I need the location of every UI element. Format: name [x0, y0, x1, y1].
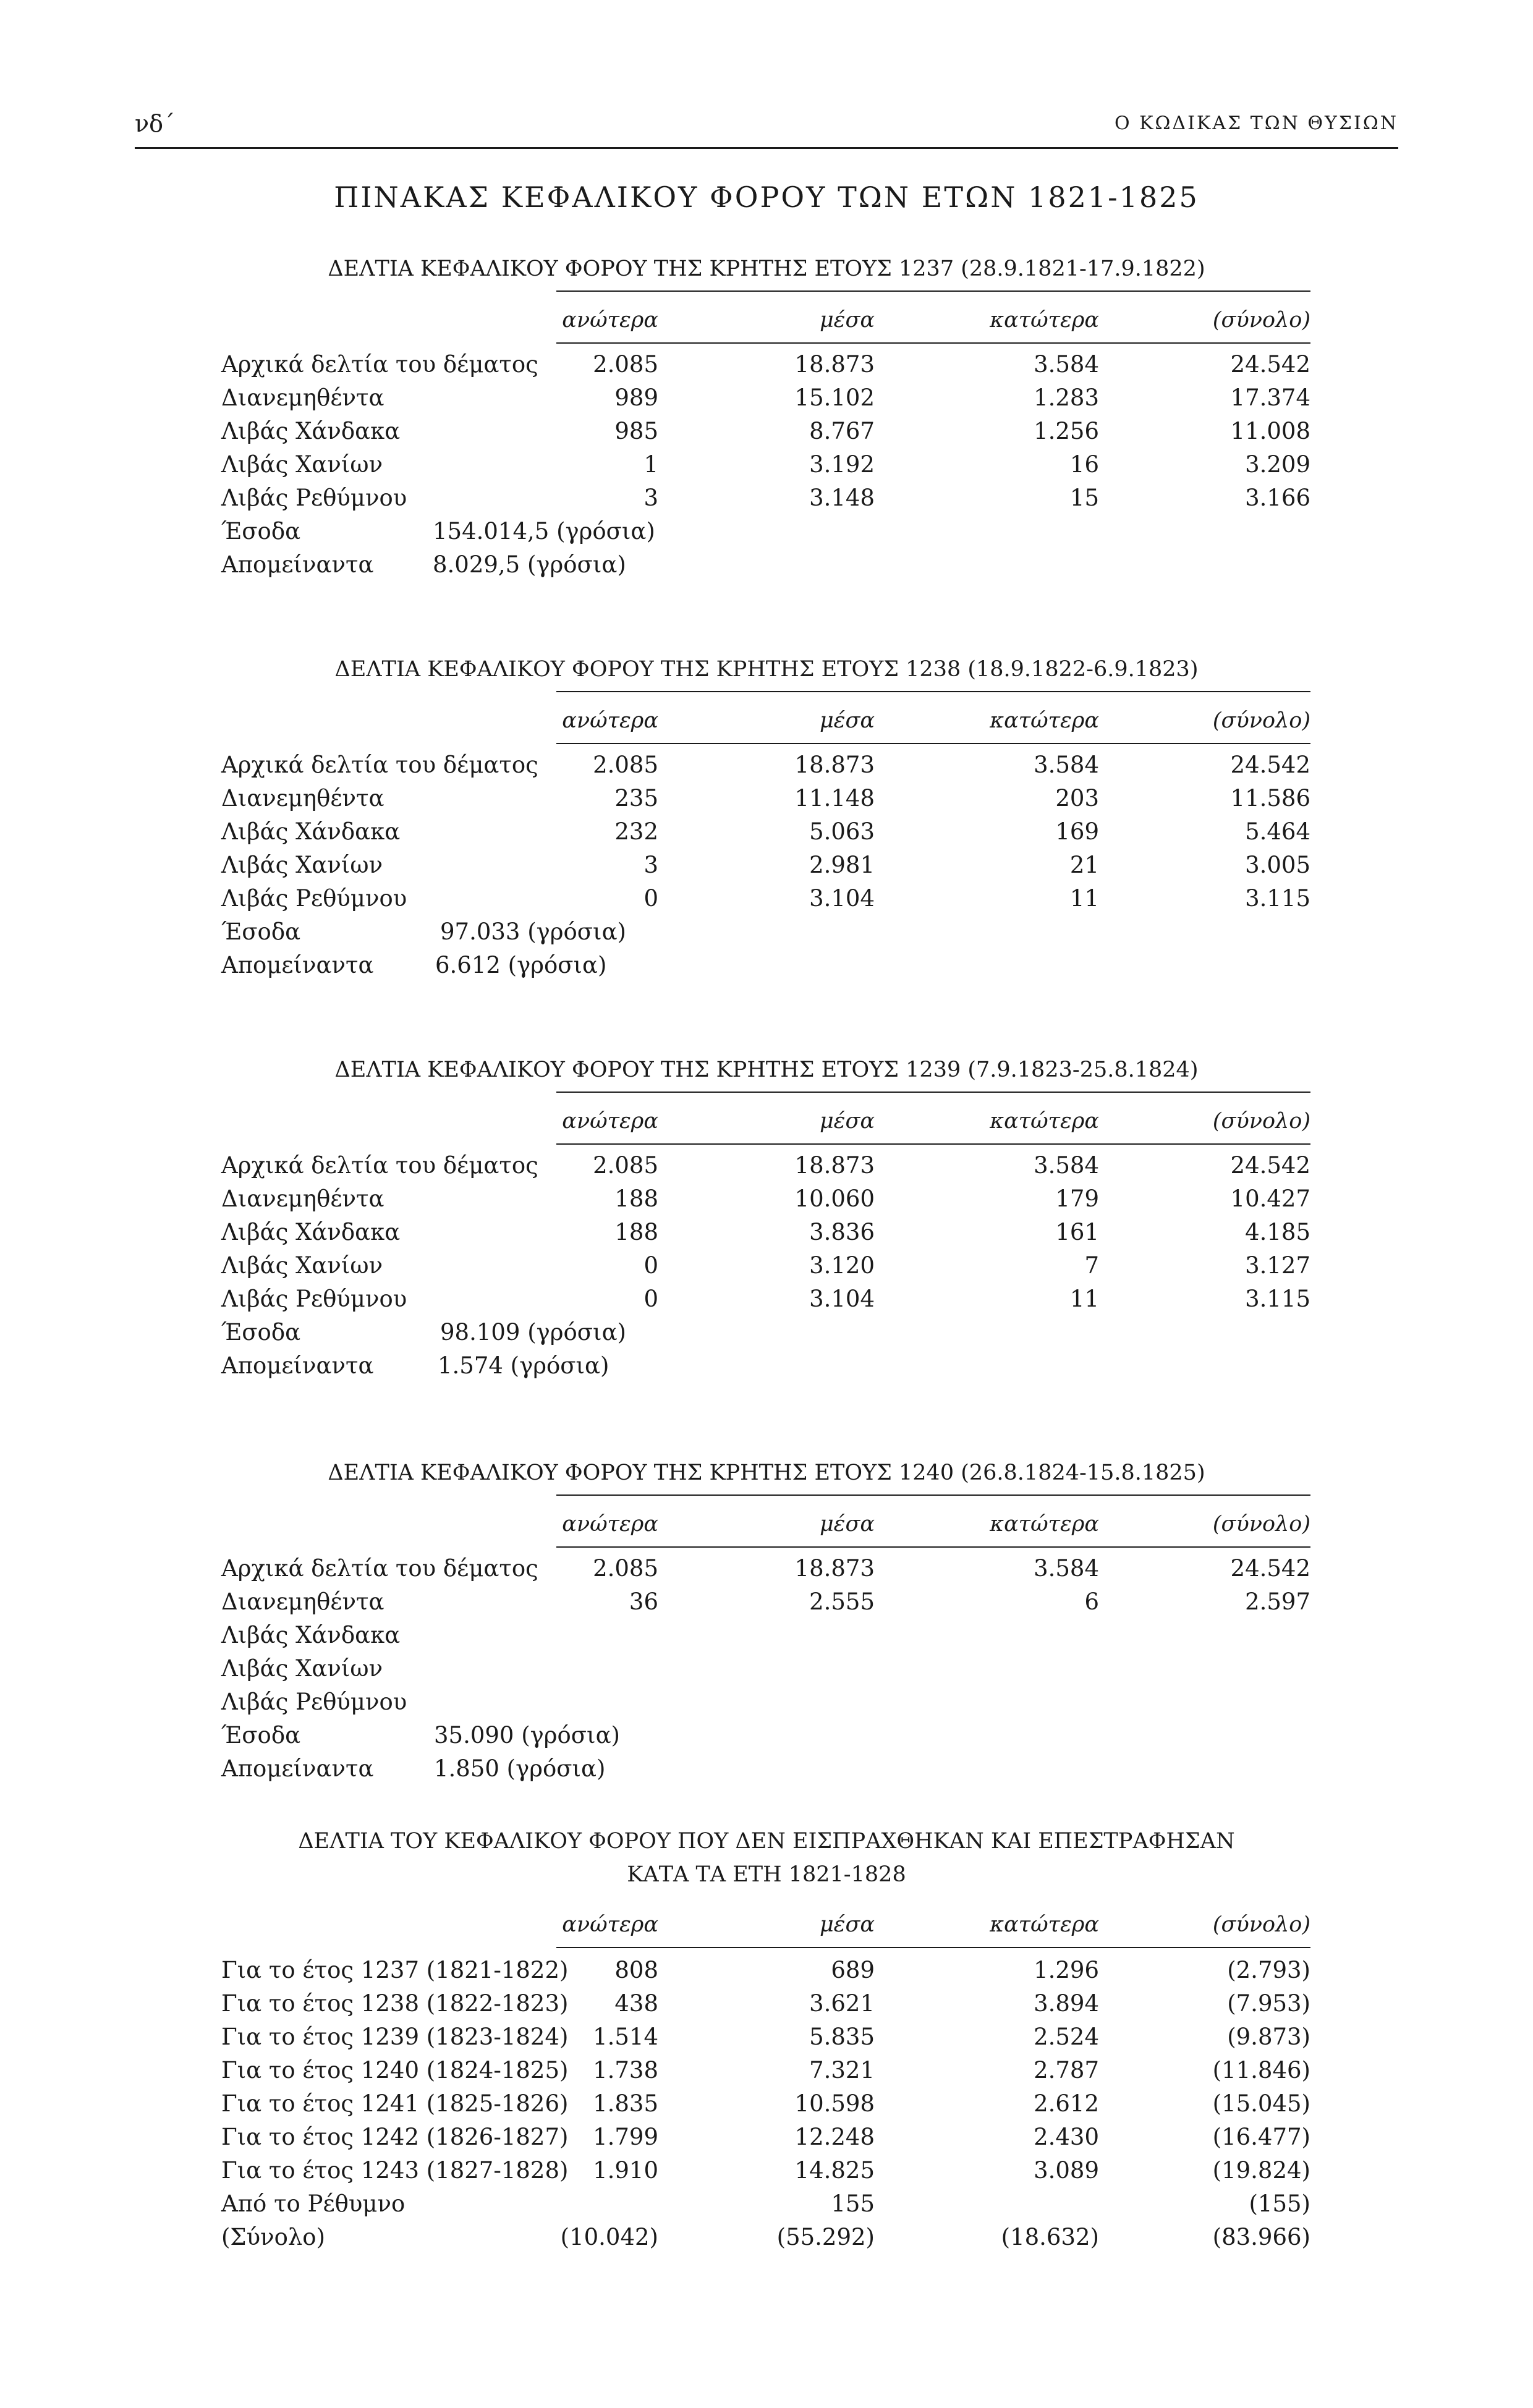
section-title-line2: ΚΑΤΑ ΤΑ ΕΤΗ 1821-1828: [627, 1862, 906, 1887]
remaining-label: Απομείναντα: [221, 1352, 374, 1379]
cell-upper: 438: [614, 1990, 658, 2017]
col-header-total: (σύνολο): [1212, 1912, 1310, 1937]
row-label: Για το έτος 1238 (1822-1823): [221, 1990, 569, 2017]
col-header-upper: ανώτερα: [562, 1109, 658, 1134]
row-label: Από το Ρέθυμνο: [221, 2190, 406, 2217]
cell-middle: (55.292): [776, 2224, 875, 2250]
table-row: [0, 1655, 1533, 1689]
cell-lower: 15: [1069, 485, 1099, 511]
col-header-middle: μέσα: [819, 308, 875, 333]
cell-total: (16.477): [1212, 2124, 1310, 2150]
col-header-total: (σύνολο): [1212, 308, 1310, 333]
cell-lower: 3.894: [1034, 1990, 1099, 2017]
table-row: [0, 418, 1533, 451]
cell-middle: 689: [831, 1957, 875, 1983]
income-value: 97.033 (γρόσια): [440, 918, 626, 945]
col-header-lower: κατώτερα: [990, 1512, 1099, 1537]
table-row: [0, 852, 1533, 885]
header-rule: [556, 1947, 1310, 1948]
table-row: [0, 1185, 1533, 1219]
table-row: [0, 818, 1533, 852]
cell-upper: 2.085: [593, 1555, 658, 1582]
row-label: Λιβάς Χανίων: [221, 852, 383, 878]
cell-total: 3.005: [1245, 852, 1310, 878]
cell-upper: 808: [614, 1957, 658, 1983]
table-row: [0, 1990, 1533, 2024]
cell-upper: 1.738: [593, 2057, 658, 2084]
income-label: Έσοδα: [221, 1722, 301, 1749]
col-header-lower: κατώτερα: [990, 708, 1099, 733]
cell-lower: 2.787: [1034, 2057, 1099, 2084]
cell-middle: 3.104: [809, 1286, 875, 1312]
header-rule: [556, 743, 1310, 744]
top-rule: [556, 290, 1310, 292]
cell-lower: 21: [1069, 852, 1099, 878]
top-rule: [556, 1092, 1310, 1093]
remaining-label: Απομείναντα: [221, 551, 374, 578]
cell-lower: 2.430: [1034, 2124, 1099, 2150]
remaining-label: Απομείναντα: [221, 952, 374, 978]
table-row: [0, 1286, 1533, 1319]
cell-lower: 169: [1055, 818, 1099, 845]
table-row: [0, 2090, 1533, 2124]
table-row: [0, 1555, 1533, 1588]
cell-middle: 155: [831, 2190, 875, 2217]
table-row: [0, 2190, 1533, 2224]
cell-upper: 2.085: [593, 351, 658, 378]
cell-middle: 11.148: [794, 785, 875, 812]
income-label: Έσοδα: [221, 518, 301, 545]
row-label: Για το έτος 1239 (1823-1824): [221, 2024, 569, 2050]
cell-middle: 12.248: [794, 2124, 875, 2150]
cell-upper: 1.514: [593, 2024, 658, 2050]
cell-middle: 14.825: [794, 2157, 875, 2184]
table-row: [0, 1152, 1533, 1185]
row-label: Διανεμηθέντα: [221, 384, 384, 411]
cell-total: 3.209: [1245, 451, 1310, 478]
cell-middle: 8.767: [809, 418, 875, 444]
cell-middle: 10.060: [794, 1185, 875, 1212]
cell-total: 11.008: [1230, 418, 1310, 444]
cell-total: 24.542: [1230, 752, 1310, 778]
cell-lower: 11: [1069, 885, 1099, 912]
cell-middle: 3.192: [809, 451, 875, 478]
col-header-lower: κατώτερα: [990, 308, 1099, 333]
cell-lower: 1.296: [1034, 1957, 1099, 1983]
row-label: Λιβάς Χανίων: [221, 1655, 383, 1682]
cell-total: 3.115: [1245, 885, 1310, 912]
cell-middle: 3.120: [809, 1252, 875, 1279]
cell-middle: 15.102: [794, 384, 875, 411]
cell-upper: (10.042): [560, 2224, 658, 2250]
section-title: ΔΕΛΤΙΑ ΚΕΦΑΛΙΚΟΥ ΦΟΡΟΥ ΤΗΣ ΚΡΗΤΗΣ ΕΤΟΥΣ 1237 (28.9.1821-17.9.1822): [328, 256, 1205, 281]
cell-upper: 2.085: [593, 752, 658, 778]
col-header-middle: μέσα: [819, 708, 875, 733]
cell-total: 3.115: [1245, 1286, 1310, 1312]
cell-total: (15.045): [1212, 2090, 1310, 2117]
header-rule: [556, 1546, 1310, 1548]
row-label: Διανεμηθέντα: [221, 785, 384, 812]
col-header-lower: κατώτερα: [990, 1912, 1099, 1937]
cell-middle: 2.981: [809, 852, 875, 878]
col-header-middle: μέσα: [819, 1109, 875, 1134]
income-label: Έσοδα: [221, 918, 301, 945]
row-label: Λιβάς Χάνδακα: [221, 818, 401, 845]
page-number: νδ΄: [135, 110, 175, 137]
table-row: [0, 2024, 1533, 2057]
income-label: Έσοδα: [221, 1319, 301, 1346]
running-head: Ο ΚΩΔΙΚΑΣ ΤΩΝ ΘΥΣΙΩΝ: [1114, 112, 1398, 134]
row-label: Λιβάς Χάνδακα: [221, 1622, 401, 1648]
cell-total: 17.374: [1230, 384, 1310, 411]
row-label: Λιβάς Ρεθύμνου: [221, 885, 407, 912]
cell-total: (19.824): [1212, 2157, 1310, 2184]
row-label: Λιβάς Ρεθύμνου: [221, 1689, 407, 1715]
section-title: ΔΕΛΤΙΑ ΚΕΦΑΛΙΚΟΥ ΦΟΡΟΥ ΤΗΣ ΚΡΗΤΗΣ ΕΤΟΥΣ 1240 (26.8.1824-15.8.1825): [328, 1460, 1205, 1485]
cell-upper: 3: [643, 485, 658, 511]
cell-middle: 18.873: [794, 351, 875, 378]
remaining-value: 1.574 (γρόσια): [438, 1352, 609, 1379]
cell-middle: 3.148: [809, 485, 875, 511]
col-header-upper: ανώτερα: [562, 1512, 658, 1537]
remaining-label: Απομείναντα: [221, 1755, 374, 1782]
row-label: Για το έτος 1243 (1827-1828): [221, 2157, 569, 2184]
cell-lower: 3.089: [1034, 2157, 1099, 2184]
header-rule: [556, 342, 1310, 344]
row-label: Λιβάς Χάνδακα: [221, 1219, 401, 1245]
cell-total: 4.185: [1245, 1219, 1310, 1245]
col-header-total: (σύνολο): [1212, 1109, 1310, 1134]
table-row: [0, 885, 1533, 918]
cell-upper: 0: [643, 1252, 658, 1279]
table-row: [0, 451, 1533, 485]
col-header-lower: κατώτερα: [990, 1109, 1099, 1134]
section-title: ΔΕΛΤΙΑ ΚΕΦΑΛΙΚΟΥ ΦΟΡΟΥ ΤΗΣ ΚΡΗΤΗΣ ΕΤΟΥΣ 1238 (18.9.1822-6.9.1823): [334, 657, 1199, 682]
remaining-row: [0, 1755, 1533, 1789]
table-row: [0, 384, 1533, 418]
cell-upper: 232: [614, 818, 658, 845]
cell-middle: 3.621: [809, 1990, 875, 2017]
col-header-upper: ανώτερα: [562, 308, 658, 333]
remaining-value: 6.612 (γρόσια): [435, 952, 607, 978]
cell-lower: (18.632): [1001, 2224, 1099, 2250]
remaining-value: 1.850 (γρόσια): [434, 1755, 606, 1782]
cell-lower: 11: [1069, 1286, 1099, 1312]
col-header-middle: μέσα: [819, 1512, 875, 1537]
cell-total: 5.464: [1245, 818, 1310, 845]
cell-upper: 1.835: [593, 2090, 658, 2117]
table-row: [0, 2224, 1533, 2257]
cell-lower: 3.584: [1034, 1152, 1099, 1179]
cell-upper: 985: [614, 418, 658, 444]
table-row: [0, 752, 1533, 785]
col-header-total: (σύνολο): [1212, 708, 1310, 733]
row-label: Για το έτος 1237 (1821-1822): [221, 1957, 569, 1983]
cell-upper: 235: [614, 785, 658, 812]
row-label: Για το έτος 1240 (1824-1825): [221, 2057, 569, 2084]
cell-middle: 7.321: [809, 2057, 875, 2084]
row-label: Για το έτος 1241 (1825-1826): [221, 2090, 569, 2117]
cell-total: 24.542: [1230, 351, 1310, 378]
col-header-upper: ανώτερα: [562, 708, 658, 733]
col-header-upper: ανώτερα: [562, 1912, 658, 1937]
income-row: [0, 918, 1533, 952]
table-row: [0, 2124, 1533, 2157]
cell-upper: 0: [643, 1286, 658, 1312]
table-row: [0, 1957, 1533, 1990]
cell-lower: 161: [1055, 1219, 1099, 1245]
table-row: [0, 1622, 1533, 1655]
cell-lower: 179: [1055, 1185, 1099, 1212]
cell-total: (155): [1249, 2190, 1310, 2217]
remaining-row: [0, 952, 1533, 985]
table-row: [0, 1689, 1533, 1722]
row-label: Διανεμηθέντα: [221, 1588, 384, 1615]
cell-total: (7.953): [1227, 1990, 1310, 2017]
cell-upper: 1.799: [593, 2124, 658, 2150]
cell-lower: 2.612: [1034, 2090, 1099, 2117]
table-row: [0, 351, 1533, 384]
cell-upper: 1: [643, 451, 658, 478]
row-label: Λιβάς Χανίων: [221, 1252, 383, 1279]
cell-upper: 2.085: [593, 1152, 658, 1179]
remaining-value: 8.029,5 (γρόσια): [433, 551, 626, 578]
row-label: Αρχικά δελτία του δέματος: [221, 351, 538, 378]
cell-lower: 7: [1084, 1252, 1099, 1279]
cell-lower: 1.256: [1034, 418, 1099, 444]
income-row: [0, 518, 1533, 551]
cell-total: (11.846): [1212, 2057, 1310, 2084]
cell-lower: 203: [1055, 785, 1099, 812]
cell-lower: 6: [1084, 1588, 1099, 1615]
cell-upper: 989: [614, 384, 658, 411]
cell-middle: 10.598: [794, 2090, 875, 2117]
cell-total: 24.542: [1230, 1555, 1310, 1582]
cell-middle: 3.104: [809, 885, 875, 912]
cell-total: (2.793): [1227, 1957, 1310, 1983]
cell-upper: 1.910: [593, 2157, 658, 2184]
cell-middle: 5.835: [809, 2024, 875, 2050]
header-rule: [135, 147, 1398, 149]
remaining-row: [0, 1352, 1533, 1386]
col-header-middle: μέσα: [819, 1912, 875, 1937]
cell-upper: 0: [643, 885, 658, 912]
cell-lower: 16: [1069, 451, 1099, 478]
income-row: [0, 1319, 1533, 1352]
row-label: Λιβάς Ρεθύμνου: [221, 1286, 407, 1312]
cell-upper: 36: [629, 1588, 658, 1615]
table-row: [0, 485, 1533, 518]
cell-upper: 188: [614, 1219, 658, 1245]
section-title-line1: ΔΕΛΤΙΑ ΤΟΥ ΚΕΦΑΛΙΚΟΥ ΦΟΡΟΥ ΠΟΥ ΔΕΝ ΕΙΣΠΡΑΧΘΗΚΑΝ ΚΑΙ ΕΠΕΣΤΡΑΦΗΣΑΝ: [298, 1829, 1235, 1854]
table-row: [0, 2157, 1533, 2190]
row-label: Αρχικά δελτία του δέματος: [221, 1152, 538, 1179]
cell-middle: 2.555: [809, 1588, 875, 1615]
main-title: ΠΙΝΑΚΑΣ ΚΕΦΑΛΙΚΟΥ ΦΟΡΟΥ ΤΩΝ ΕΤΩΝ 1821-1825: [334, 180, 1199, 214]
cell-total: 2.597: [1245, 1588, 1310, 1615]
table-row: [0, 1219, 1533, 1252]
row-label: Διανεμηθέντα: [221, 1185, 384, 1212]
cell-lower: 3.584: [1034, 351, 1099, 378]
row-label: Λιβάς Χάνδακα: [221, 418, 401, 444]
cell-total: 24.542: [1230, 1152, 1310, 1179]
top-rule: [556, 691, 1310, 692]
income-value: 154.014,5 (γρόσια): [433, 518, 655, 545]
cell-middle: 18.873: [794, 1152, 875, 1179]
cell-upper: 3: [643, 852, 658, 878]
cell-middle: 5.063: [809, 818, 875, 845]
row-label: Για το έτος 1242 (1826-1827): [221, 2124, 569, 2150]
income-row: [0, 1722, 1533, 1755]
section-title: ΔΕΛΤΙΑ ΚΕΦΑΛΙΚΟΥ ΦΟΡΟΥ ΤΗΣ ΚΡΗΤΗΣ ΕΤΟΥΣ 1239 (7.9.1823-25.8.1824): [334, 1058, 1199, 1082]
cell-middle: 18.873: [794, 752, 875, 778]
cell-upper: 188: [614, 1185, 658, 1212]
row-label: Λιβάς Ρεθύμνου: [221, 485, 407, 511]
cell-middle: 3.836: [809, 1219, 875, 1245]
header-rule: [556, 1143, 1310, 1145]
cell-total: (9.873): [1227, 2024, 1310, 2050]
cell-lower: 3.584: [1034, 1555, 1099, 1582]
remaining-row: [0, 551, 1533, 585]
cell-total: 10.427: [1230, 1185, 1310, 1212]
row-label: Λιβάς Χανίων: [221, 451, 383, 478]
cell-total: 3.166: [1245, 485, 1310, 511]
table-row: [0, 785, 1533, 818]
cell-middle: 18.873: [794, 1555, 875, 1582]
table-row: [0, 2057, 1533, 2090]
cell-lower: 3.584: [1034, 752, 1099, 778]
income-value: 35.090 (γρόσια): [434, 1722, 620, 1749]
table-row: [0, 1252, 1533, 1286]
col-header-total: (σύνολο): [1212, 1512, 1310, 1537]
cell-lower: 2.524: [1034, 2024, 1099, 2050]
cell-total: (83.966): [1212, 2224, 1310, 2250]
income-value: 98.109 (γρόσια): [440, 1319, 626, 1346]
row-label: (Σύνολο): [221, 2224, 326, 2250]
cell-total: 11.586: [1230, 785, 1310, 812]
row-label: Αρχικά δελτία του δέματος: [221, 752, 538, 778]
row-label: Αρχικά δελτία του δέματος: [221, 1555, 538, 1582]
table-row: [0, 1588, 1533, 1622]
cell-lower: 1.283: [1034, 384, 1099, 411]
top-rule: [556, 1494, 1310, 1496]
cell-total: 3.127: [1245, 1252, 1310, 1279]
